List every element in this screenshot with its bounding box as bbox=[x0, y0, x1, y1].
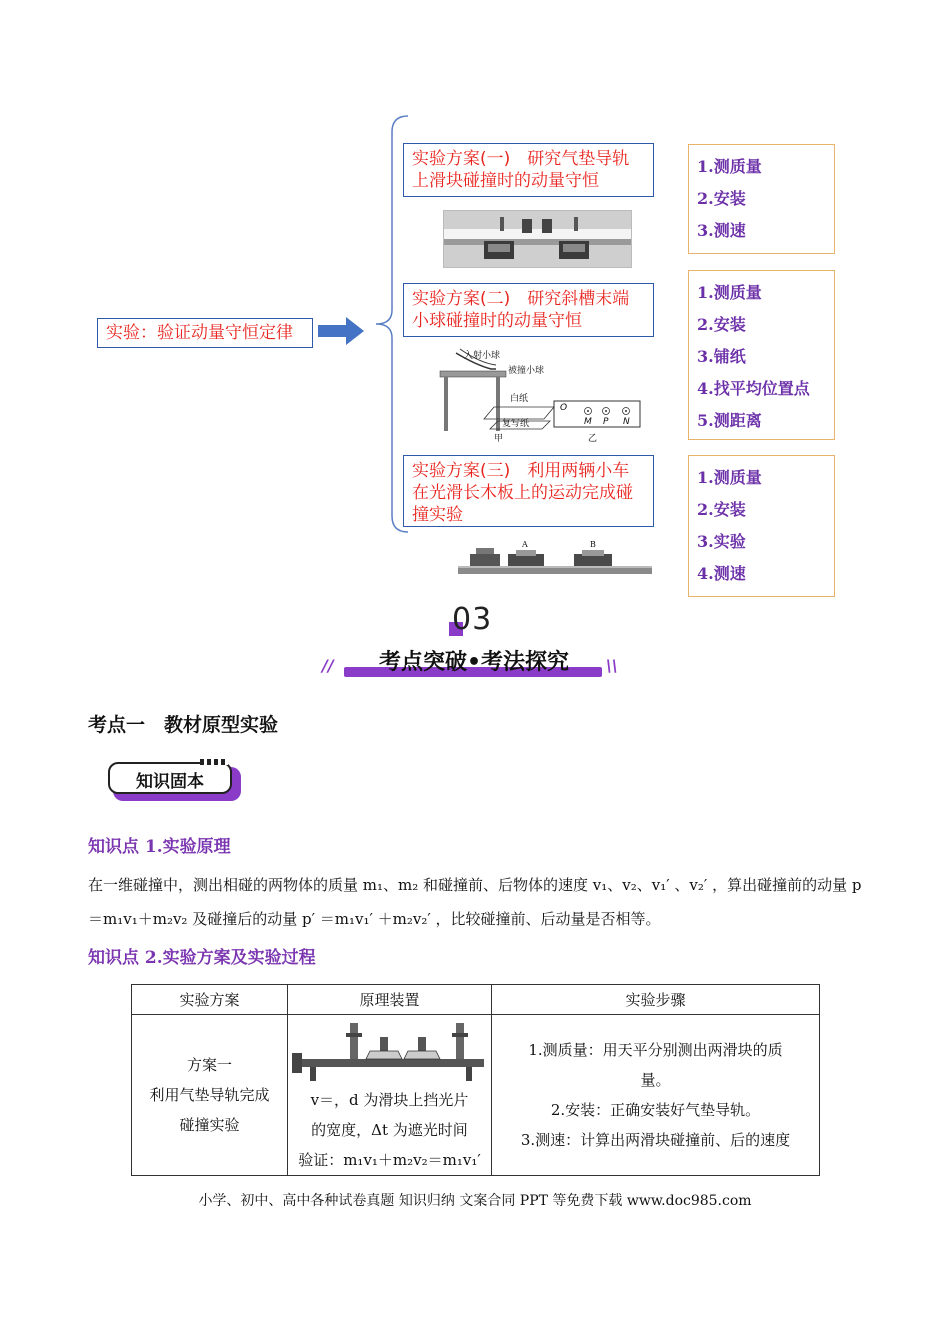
banner-slashes-left: // bbox=[322, 656, 334, 675]
plan-1-step: 1.测质量 bbox=[697, 157, 762, 176]
mindmap-root bbox=[97, 318, 313, 348]
banner-slashes-right: \\ bbox=[606, 656, 618, 675]
step-line: 2.安装：正确安装好气垫导轨。 bbox=[550, 1101, 761, 1119]
chute-label-carbon-paper: 复写纸 bbox=[502, 419, 530, 429]
table-header-steps: 实验步骤 bbox=[492, 985, 820, 1015]
plan-1-steps bbox=[688, 144, 835, 254]
plan-2-step: 4.找平均位置点 bbox=[697, 379, 810, 398]
plan-2-step: 2.安装 bbox=[697, 315, 746, 334]
chute-label-white-paper: 白纸 bbox=[510, 394, 529, 404]
chute-label-p: P bbox=[603, 417, 609, 427]
page-footer: 小学、初中、高中各种试卷真题 知识归纳 文案合同 PPT 等免费下载 www.doc985.com bbox=[198, 1193, 752, 1209]
step-line: 3.测速：计算出两滑块碰撞前、后的速度 bbox=[520, 1131, 791, 1149]
table-header-setup: 原理装置 bbox=[288, 985, 492, 1015]
plan-1-step: 3.测速 bbox=[697, 221, 746, 240]
step-line: 1.测质量：用天平分别测出两滑块的质 bbox=[528, 1041, 783, 1059]
kp1-text: 在一维碰撞中，测出相碰的两物体的质量 m₁、m₂ 和碰撞前、后物体的速度 v₁、v₂、v₁′ 、v₂′ ，算出碰撞前的动量 p＝m₁v₁＋m₂v₂ 及碰撞后的动量 p′ ＝m₁v₁′ ＋m₂v₂′ ，比较碰撞前、后动量是否相等。 bbox=[88, 876, 862, 928]
chute-label-o: O bbox=[560, 403, 568, 413]
plan-2-step: 1.测质量 bbox=[697, 283, 762, 302]
mindmap-root-label: 实验：验证动量守恒定律 bbox=[106, 323, 293, 343]
plan-3-steps bbox=[688, 455, 835, 597]
experiment-table bbox=[131, 984, 820, 1176]
plan-2-box bbox=[403, 283, 654, 337]
plan-3-box bbox=[403, 455, 654, 527]
plan-3-step: 3.实验 bbox=[697, 532, 746, 551]
carts-photo bbox=[458, 540, 652, 578]
air-track-diagram bbox=[290, 1019, 490, 1083]
cart-label-a: A bbox=[522, 540, 528, 549]
knowledge-badge-label: 知识固本 bbox=[136, 772, 204, 792]
chute-label-target: 被撞小球 bbox=[508, 366, 545, 376]
table-cell-plan bbox=[132, 1015, 288, 1176]
chute-label-jia: 甲 bbox=[494, 434, 504, 444]
table-header-plan: 实验方案 bbox=[132, 985, 288, 1015]
knowledge-badge bbox=[108, 762, 242, 802]
banner-title: 考点突破•考法探究 bbox=[378, 650, 570, 675]
plan-line: 碰撞实验 bbox=[179, 1116, 240, 1134]
cart-label-b: B bbox=[590, 540, 596, 549]
plan-3-step: 1.测质量 bbox=[697, 468, 762, 487]
chute-label-n: N bbox=[623, 417, 630, 427]
plan-1-step: 2.安装 bbox=[697, 189, 746, 208]
topic-title: 考点一 教材原型实验 bbox=[88, 714, 279, 736]
kp1-heading: 知识点 1.实验原理 bbox=[88, 837, 231, 857]
plan-2-title: 实验方案(二) 研究斜槽末端小球碰撞时的动量守恒 bbox=[412, 289, 630, 331]
formula-line: 的宽度，Δt 为遮光时间 bbox=[311, 1121, 468, 1139]
chute-diagram bbox=[436, 345, 646, 444]
kp2-heading: 知识点 2.实验方案及实验过程 bbox=[88, 948, 316, 968]
table-row bbox=[132, 1015, 820, 1176]
chute-label-m: M bbox=[584, 417, 592, 427]
formula-line: v＝，d 为滑块上挡光片 bbox=[310, 1091, 469, 1109]
air-track-photo bbox=[443, 210, 632, 268]
formula-line: 验证：m₁v₁＋m₂v₂＝m₁v₁′ bbox=[298, 1151, 481, 1169]
table-cell-steps bbox=[492, 1015, 820, 1176]
plan-3-title: 实验方案(三) 利用两辆小车在光滑长木板上的运动完成碰撞实验 bbox=[412, 461, 633, 525]
plan-3-step: 4.测速 bbox=[697, 564, 746, 583]
chute-label-incident: 入射小球 bbox=[464, 351, 501, 361]
table-cell-setup bbox=[288, 1015, 492, 1176]
plan-3-step: 2.安装 bbox=[697, 500, 746, 519]
step-line: 量。 bbox=[640, 1071, 671, 1089]
right-arrow-icon bbox=[318, 317, 364, 345]
plan-2-steps bbox=[688, 270, 835, 440]
plan-1-title: 实验方案(一) 研究气垫导轨上滑块碰撞时的动量守恒 bbox=[412, 149, 630, 191]
plan-1-box bbox=[403, 143, 654, 197]
plan-line: 方案一 bbox=[186, 1056, 232, 1074]
plan-2-step: 5.测距离 bbox=[697, 411, 762, 430]
chute-label-yi: 乙 bbox=[588, 434, 598, 444]
banner-number: 03 bbox=[452, 602, 493, 637]
plan-line: 利用气垫导轨完成 bbox=[149, 1086, 270, 1104]
plan-2-step: 3.铺纸 bbox=[697, 347, 746, 366]
